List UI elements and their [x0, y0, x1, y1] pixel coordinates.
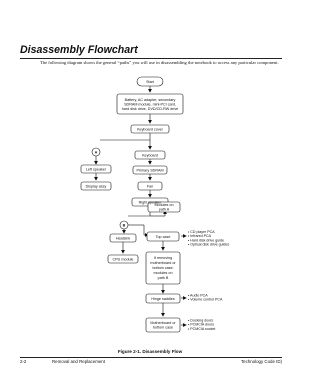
- primary-sdram-label: Primary SDRAM: [136, 168, 164, 173]
- motherboard-note-2: • PCMCIA doors: [188, 322, 215, 327]
- cpu-module-label: CPU module: [112, 257, 134, 262]
- modules-label-line1: Modules on: [154, 203, 174, 208]
- hinge-saddles-label: Hinge saddles: [151, 297, 175, 301]
- if-removing-line1: If removing: [153, 256, 173, 260]
- start-label: Start: [146, 80, 154, 85]
- hinge-note-1: • Audio PCA: [188, 293, 208, 298]
- heatsink-label: Heatsink: [115, 236, 131, 241]
- motherboard-note-1: • Docking doors: [188, 318, 214, 323]
- footer-page-number: 2-2: [20, 359, 27, 364]
- footer-section: Removal and Replacement: [52, 359, 105, 364]
- footer-rule: [20, 357, 282, 358]
- if-removing-line5: path B: [157, 276, 169, 280]
- battery-label-line3: hard disk drive, DVD/CD-RW drive: [121, 107, 179, 111]
- if-removing-line3: bottom case:: [152, 266, 174, 270]
- motherboard-label-line2: bottom case: [152, 325, 174, 330]
- page-title: Disassembly Flowchart: [20, 44, 138, 56]
- motherboard-label-line1: Motherboard or: [150, 321, 176, 325]
- figure-caption: Figure 2-1. Disassembly Flow: [117, 349, 183, 354]
- top-case-note-1: • CD player PCA: [188, 230, 215, 234]
- modules-label-line2: path A: [158, 207, 170, 212]
- display-assy-label: Display assy: [85, 184, 107, 189]
- top-case-note-2: • Infrared PCA: [188, 234, 212, 239]
- battery-label-line2: SDRAM module, mini-PCI card,: [124, 102, 176, 107]
- if-removing-line4: modules on: [153, 271, 173, 275]
- intro-paragraph: The following diagram shows the general “paths” you will use in disassembling the notebook to access any particular component.: [40, 60, 279, 65]
- keyboard-cover-label: Keyboard cover: [137, 127, 163, 132]
- motherboard-note-3: • PCMCIA socket: [188, 326, 216, 331]
- top-case-note-4: • Optical disk drive guides: [188, 242, 230, 247]
- footer-code: Technology Code ID): [240, 359, 282, 364]
- right-speaker-label: Right speaker: [138, 200, 162, 205]
- battery-label-line1: Battery, AC adapter, secondary: [124, 98, 176, 102]
- top-case-label: Top case: [155, 235, 171, 239]
- if-removing-line2: motherboard or: [150, 261, 176, 265]
- connector-b-label: B: [122, 223, 126, 228]
- hinge-note-2: • Volume control PCA: [188, 297, 223, 302]
- connector-a-label: A: [94, 150, 98, 155]
- keyboard-label: Keyboard: [142, 153, 158, 158]
- left-speaker-label: Left speaker: [85, 167, 107, 172]
- fan-label: Fan: [146, 184, 154, 189]
- top-case-note-3: • Hard disk drive guide: [188, 238, 225, 243]
